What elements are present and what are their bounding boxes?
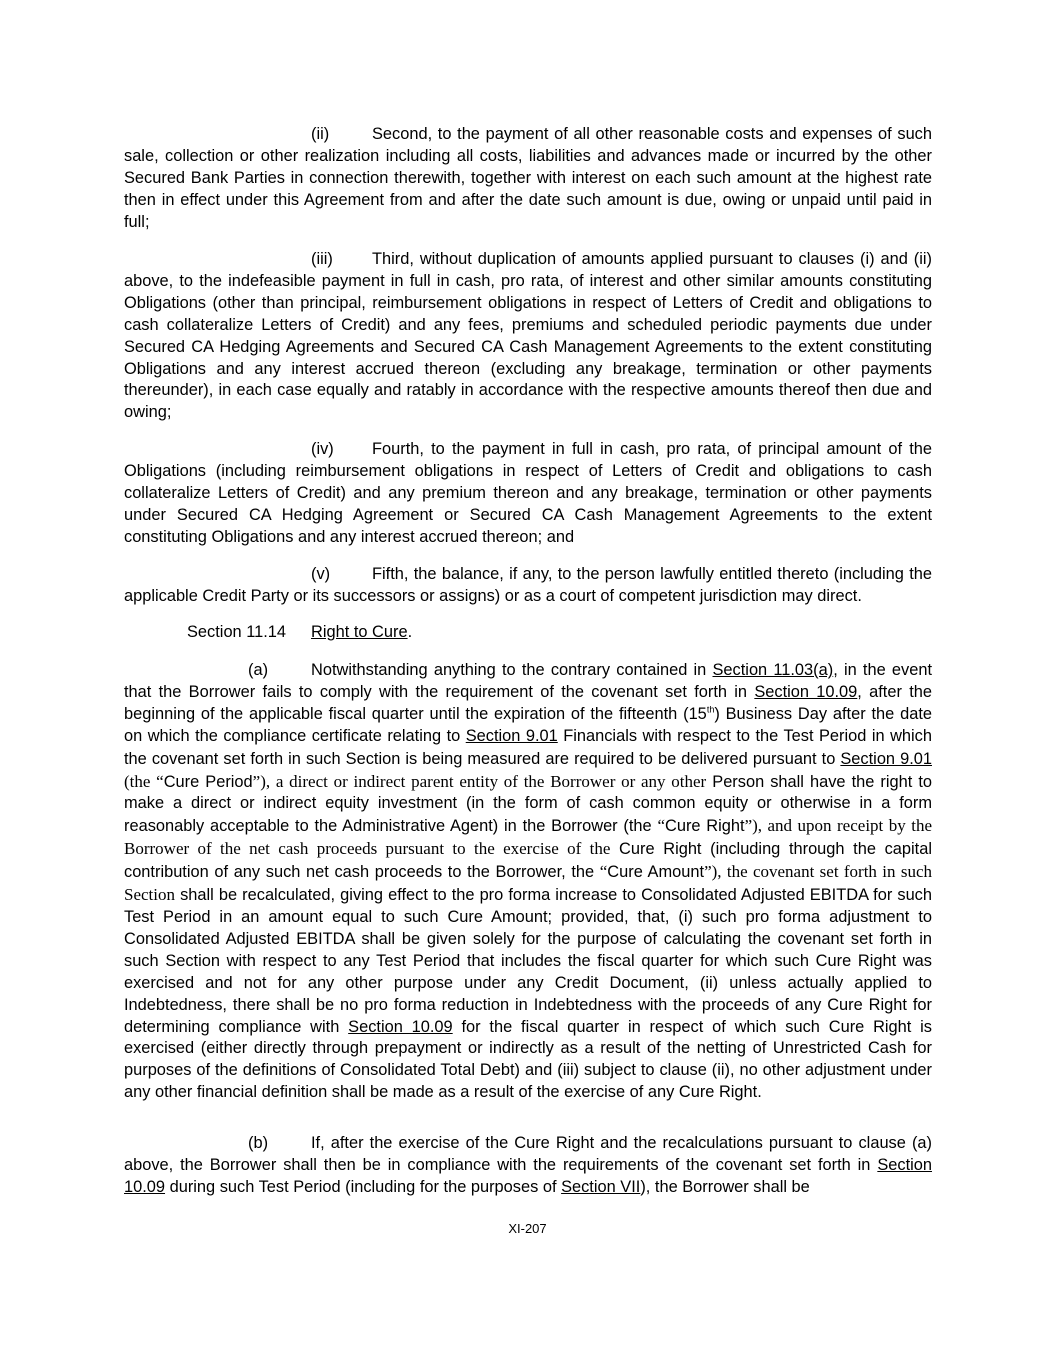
text-run: Person shall have the right to make a direct or indirect equity investment (in the form of cash common equity or otherwise in a form reasonably acceptable to the Administrative Agent) in the Borrower (the <box>124 772 932 836</box>
section-title-period: . <box>407 623 413 641</box>
clause-ii <box>124 124 932 234</box>
clause-iii <box>124 249 932 424</box>
section-reference: Section 9.01 <box>465 726 558 745</box>
section-title: Right to Cure <box>311 623 408 641</box>
section-reference: Section 10.09 <box>124 1155 932 1196</box>
text-run: during such Test Period (including for the purposes of <box>165 1177 562 1196</box>
text-run: , in the event that the Borrower fails to comply with the requirement of the covenant set forth in <box>124 661 932 701</box>
defined-term: Cure Amount <box>607 863 705 882</box>
section-number: Section 11.14 <box>187 623 287 641</box>
section-reference: Section 10.09 <box>754 682 858 701</box>
paragraph-a <box>124 660 932 1104</box>
text-run: Financials with respect to the Test Period in which the covenant set forth in such Section is being measured are required to be delivered pursuant to <box>124 726 932 768</box>
text-run: Cure Right (including through the capital contribution of any such net cash proceeds to the Borrower, the <box>124 840 932 882</box>
text-run: shall be recalculated, giving effect to the pro forma increase to Consolidated Adjusted EBITDA for such Test Period in an amount equal to such Cure Amount; provided, that, (i) such pro forma adjustment to Consolidated Adjusted EBITDA shall be given solely for the purpose of calculating the covenant set forth in such Section with respect to any Test Period that includes the fiscal quarter for which such Cure Right was exercised and not for any other purpose under any Credit Document, (ii) unless actually applied to Indebtedness, there shall be no pro forma reduction in Indebtedness with the proceeds of any Cure Right for determining compliance with <box>124 886 932 1036</box>
section-reference: Section 11.03(a) <box>712 661 834 679</box>
clause-text: Second, to the payment of all other reasonable costs and expenses of such sale, collection or other realization including all costs, liabilities and advances made or incurred by the other Secured Bank Parties in connection therewith, together with interest on each such amount at the highest rate then in effect under this Agreement from and after the date such amount is due, owing or unpaid until paid in full; <box>124 125 932 231</box>
page-number: XI-207 <box>508 1221 547 1236</box>
text-run: “ <box>599 862 608 882</box>
clause-text: Fourth, to the payment in full in cash, pro rata, of principal amount of the Obligations (including reimbursement obligations in respect of Letters of Credit and obligations to cash collateralize Letters of Credit) and any premium thereon and any breakage, termination or other payments under Secured CA Hedging Agreement or Secured CA Cash Management Agreements to the extent constituting Obligations and any interest accrued thereon; and <box>124 440 932 546</box>
text-run: for the fiscal quarter in respect of which such Cure Right is exercised (either directly through prepayment or indirectly as a result of the netting of Unrestricted Cash for purposes of the definitions of Consolidated Total Debt) and (iii) subject to clause (ii), no other adjustment under any other financial definition shall be made as a result of the exercise of any Cure Right. <box>124 1017 933 1102</box>
text-run: ) Business Day after the date on which the compliance certificate relating to <box>124 704 932 745</box>
text-run: If, after the exercise of the Cure Right and the recalculations pursuant to clause (a) above, the Borrower shall then be in compliance with the requirements of the covenant set forth in <box>124 1134 932 1174</box>
clause-v <box>124 564 932 608</box>
clause-text: Third, without duplication of amounts applied pursuant to clauses (i) and (ii) above, to the indefeasible payment in full in cash, pro rata, of interest and other similar amounts constituting Obligations (other than principal, reimbursement obligations in respect of Letters of Credit and obligations to cash collateralize Letters of Credit) and any fees, premiums and scheduled periodic payments due under Secured CA Hedging Agreements and Secured CA Cash Management Agreements to the extent constituting Obligations and any interest accrued thereon (excluding any breakage, termination or other payments thereunder), in each case equally and ratably in accordance with the respective amounts thereof then due and owing; <box>124 250 932 422</box>
section-reference: Section VII <box>561 1177 641 1196</box>
clause-text: Fifth, the balance, if any, to the person lawfully entitled thereto (including the applicable Credit Party or its successors or assigns) or as a court of competent jurisdiction may direct. <box>124 565 932 605</box>
ordinal-superscript: th <box>706 704 715 715</box>
defined-term: Cure Period <box>163 772 253 791</box>
text-run: “ <box>657 816 665 836</box>
text-run: ”), and upon receipt by the Borrower of the net cash proceeds pursuant to the exercise of the <box>124 816 932 859</box>
paragraph-label: (b) <box>248 1134 269 1152</box>
section-heading <box>187 622 412 644</box>
text-run: ”), the covenant set forth in such Section <box>124 862 932 905</box>
clause-label: (iv) <box>311 440 334 458</box>
text-run: (the “ <box>124 771 164 791</box>
clause-iv <box>124 439 932 549</box>
section-reference: Section 10.09 <box>348 1017 453 1036</box>
text-run: , after the beginning of the applicable fiscal quarter until the expiration of the fifteenth (15 <box>124 682 932 723</box>
defined-term: Cure Right <box>665 817 745 836</box>
text-run: ), the Borrower shall be <box>640 1177 810 1196</box>
paragraph-label: (a) <box>248 661 269 679</box>
clause-label: (ii) <box>311 125 330 143</box>
section-reference: Section 9.01 <box>840 749 932 768</box>
text-run: ”), a direct or indirect parent entity of the Borrower or any other <box>252 771 707 791</box>
clause-label: (v) <box>311 565 331 583</box>
clause-label: (iii) <box>311 250 333 268</box>
text-run: Notwithstanding anything to the contrary contained in <box>311 661 713 679</box>
paragraph-b <box>124 1133 932 1199</box>
